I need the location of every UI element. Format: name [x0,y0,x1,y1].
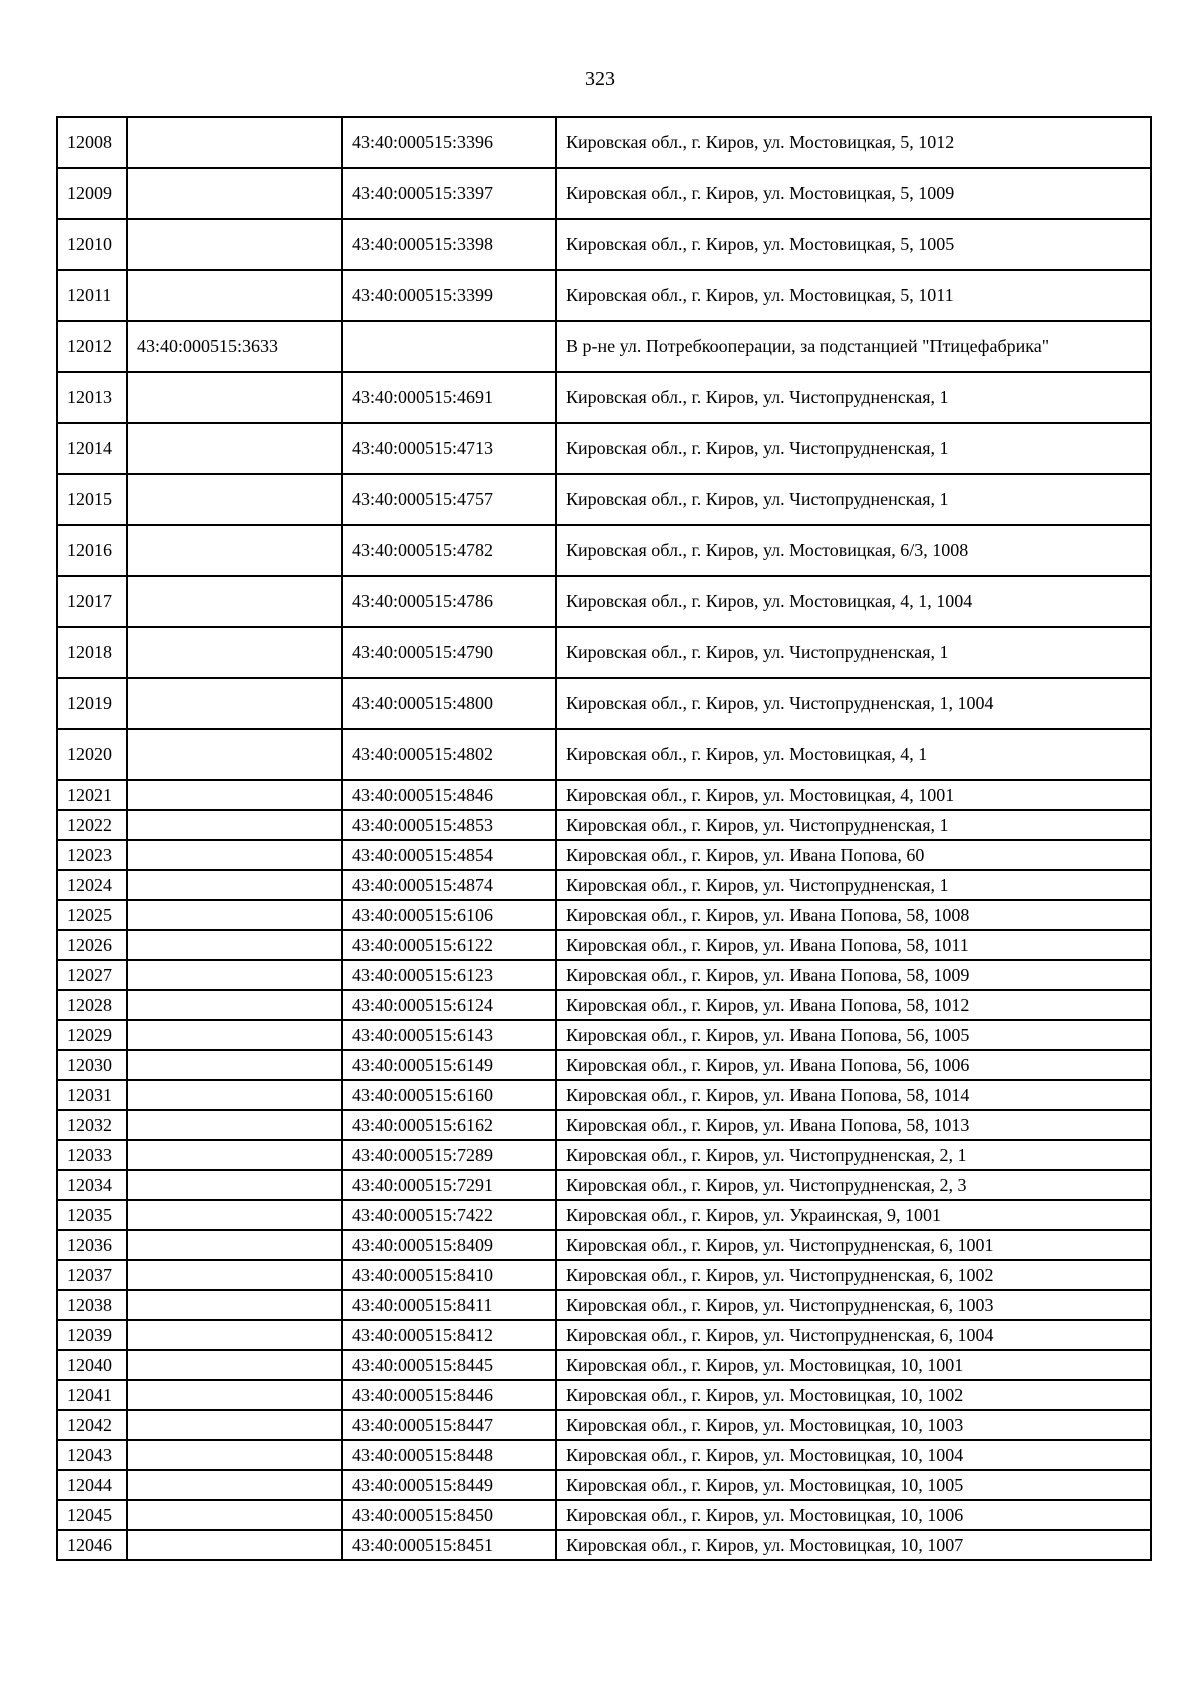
row-number-cell: 12030 [57,1050,127,1080]
table-row [57,810,1151,840]
address-cell: Кировская обл., г. Киров, ул. Чистопрудненская, 6, 1002 [556,1260,1151,1290]
address-cell: Кировская обл., г. Киров, ул. Ивана Попова, 58, 1014 [556,1080,1151,1110]
land-plot-cadastral-cell [127,117,342,168]
row-number-cell: 12016 [57,525,127,576]
row-number-cell: 12045 [57,1500,127,1530]
table-row [57,270,1151,321]
registry-table [56,116,1152,1561]
object-cadastral-cell [342,321,556,372]
object-cadastral-cell: 43:40:000515:8412 [342,1320,556,1350]
object-cadastral-cell: 43:40:000515:7289 [342,1140,556,1170]
row-number-cell: 12008 [57,117,127,168]
address-cell: Кировская обл., г. Киров, ул. Чистопрудненская, 1 [556,423,1151,474]
object-cadastral-cell: 43:40:000515:8410 [342,1260,556,1290]
row-number-cell: 12032 [57,1110,127,1140]
object-cadastral-cell: 43:40:000515:8446 [342,1380,556,1410]
row-number-cell: 12021 [57,780,127,810]
table-row [57,525,1151,576]
table-row [57,1320,1151,1350]
land-plot-cadastral-cell [127,1380,342,1410]
land-plot-cadastral-cell [127,1140,342,1170]
land-plot-cadastral-cell [127,900,342,930]
address-cell: Кировская обл., г. Киров, ул. Чистопрудненская, 1 [556,627,1151,678]
address-cell: Кировская обл., г. Киров, ул. Мостовицкая, 5, 1009 [556,168,1151,219]
table-row [57,1530,1151,1560]
address-cell: Кировская обл., г. Киров, ул. Мостовицкая, 5, 1005 [556,219,1151,270]
row-number-cell: 12012 [57,321,127,372]
address-cell: Кировская обл., г. Киров, ул. Ивана Попова, 58, 1012 [556,990,1151,1020]
object-cadastral-cell: 43:40:000515:7291 [342,1170,556,1200]
table-row [57,1410,1151,1440]
land-plot-cadastral-cell [127,576,342,627]
table-row [57,870,1151,900]
land-plot-cadastral-cell [127,960,342,990]
table-row [57,1020,1151,1050]
row-number-cell: 12026 [57,930,127,960]
address-cell: Кировская обл., г. Киров, ул. Мостовицкая, 4, 1 [556,729,1151,780]
table-row [57,1380,1151,1410]
land-plot-cadastral-cell [127,1350,342,1380]
land-plot-cadastral-cell [127,168,342,219]
object-cadastral-cell: 43:40:000515:4786 [342,576,556,627]
address-cell: Кировская обл., г. Киров, ул. Чистопрудненская, 2, 1 [556,1140,1151,1170]
land-plot-cadastral-cell [127,1290,342,1320]
address-cell: Кировская обл., г. Киров, ул. Мостовицкая, 4, 1, 1004 [556,576,1151,627]
table-row [57,840,1151,870]
row-number-cell: 12031 [57,1080,127,1110]
table-row [57,1110,1151,1140]
address-cell: Кировская обл., г. Киров, ул. Чистопрудненская, 6, 1001 [556,1230,1151,1260]
row-number-cell: 12018 [57,627,127,678]
object-cadastral-cell: 43:40:000515:4790 [342,627,556,678]
object-cadastral-cell: 43:40:000515:3397 [342,168,556,219]
object-cadastral-cell: 43:40:000515:4757 [342,474,556,525]
row-number-cell: 12042 [57,1410,127,1440]
table-row [57,1200,1151,1230]
table-row [57,1080,1151,1110]
table-row [57,1170,1151,1200]
address-cell: Кировская обл., г. Киров, ул. Ивана Попова, 56, 1006 [556,1050,1151,1080]
object-cadastral-cell: 43:40:000515:8449 [342,1470,556,1500]
table-row [57,1440,1151,1470]
table-row [57,1140,1151,1170]
address-cell: Кировская обл., г. Киров, ул. Мостовицкая, 4, 1001 [556,780,1151,810]
land-plot-cadastral-cell [127,729,342,780]
object-cadastral-cell: 43:40:000515:4802 [342,729,556,780]
row-number-cell: 12046 [57,1530,127,1560]
land-plot-cadastral-cell [127,1200,342,1230]
address-cell: Кировская обл., г. Киров, ул. Чистопрудненская, 1 [556,474,1151,525]
table-row [57,1500,1151,1530]
land-plot-cadastral-cell [127,372,342,423]
land-plot-cadastral-cell [127,423,342,474]
table-row [57,1350,1151,1380]
table-row [57,1470,1151,1500]
object-cadastral-cell: 43:40:000515:8451 [342,1530,556,1560]
object-cadastral-cell: 43:40:000515:6123 [342,960,556,990]
row-number-cell: 12034 [57,1170,127,1200]
address-cell: В р-не ул. Потребкооперации, за подстанцией "Птицефабрика" [556,321,1151,372]
address-cell: Кировская обл., г. Киров, ул. Чистопрудненская, 6, 1004 [556,1320,1151,1350]
row-number-cell: 12044 [57,1470,127,1500]
row-number-cell: 12040 [57,1350,127,1380]
land-plot-cadastral-cell [127,678,342,729]
land-plot-cadastral-cell [127,1080,342,1110]
land-plot-cadastral-cell [127,810,342,840]
table-row [57,627,1151,678]
table-row [57,678,1151,729]
row-number-cell: 12011 [57,270,127,321]
land-plot-cadastral-cell [127,840,342,870]
address-cell: Кировская обл., г. Киров, ул. Мостовицкая, 6/3, 1008 [556,525,1151,576]
land-plot-cadastral-cell [127,780,342,810]
row-number-cell: 12038 [57,1290,127,1320]
row-number-cell: 12015 [57,474,127,525]
object-cadastral-cell: 43:40:000515:4874 [342,870,556,900]
address-cell: Кировская обл., г. Киров, ул. Мостовицкая, 5, 1012 [556,117,1151,168]
row-number-cell: 12027 [57,960,127,990]
object-cadastral-cell: 43:40:000515:3398 [342,219,556,270]
address-cell: Кировская обл., г. Киров, ул. Мостовицкая, 10, 1001 [556,1350,1151,1380]
row-number-cell: 12019 [57,678,127,729]
object-cadastral-cell: 43:40:000515:6162 [342,1110,556,1140]
land-plot-cadastral-cell [127,219,342,270]
address-cell: Кировская обл., г. Киров, ул. Ивана Попова, 58, 1011 [556,930,1151,960]
table-row [57,117,1151,168]
land-plot-cadastral-cell [127,990,342,1020]
land-plot-cadastral-cell [127,627,342,678]
table-row [57,900,1151,930]
address-cell: Кировская обл., г. Киров, ул. Мостовицкая, 5, 1011 [556,270,1151,321]
address-cell: Кировская обл., г. Киров, ул. Ивана Попова, 58, 1008 [556,900,1151,930]
table-row [57,219,1151,270]
object-cadastral-cell: 43:40:000515:4853 [342,810,556,840]
row-number-cell: 12014 [57,423,127,474]
table-row [57,729,1151,780]
object-cadastral-cell: 43:40:000515:4713 [342,423,556,474]
land-plot-cadastral-cell [127,1050,342,1080]
address-cell: Кировская обл., г. Киров, ул. Ивана Попова, 56, 1005 [556,1020,1151,1050]
table-row [57,321,1151,372]
row-number-cell: 12022 [57,810,127,840]
address-cell: Кировская обл., г. Киров, ул. Мостовицкая, 10, 1002 [556,1380,1151,1410]
address-cell: Кировская обл., г. Киров, ул. Ивана Попова, 60 [556,840,1151,870]
table-row [57,1260,1151,1290]
land-plot-cadastral-cell [127,1470,342,1500]
table-row [57,168,1151,219]
land-plot-cadastral-cell [127,1530,342,1560]
table-row [57,930,1151,960]
object-cadastral-cell: 43:40:000515:3396 [342,117,556,168]
address-cell: Кировская обл., г. Киров, ул. Чистопрудненская, 6, 1003 [556,1290,1151,1320]
table-row [57,780,1151,810]
object-cadastral-cell: 43:40:000515:4782 [342,525,556,576]
row-number-cell: 12043 [57,1440,127,1470]
row-number-cell: 12033 [57,1140,127,1170]
row-number-cell: 12009 [57,168,127,219]
table-row [57,576,1151,627]
land-plot-cadastral-cell [127,1410,342,1440]
row-number-cell: 12036 [57,1230,127,1260]
land-plot-cadastral-cell [127,525,342,576]
address-cell: Кировская обл., г. Киров, ул. Мостовицкая, 10, 1003 [556,1410,1151,1440]
row-number-cell: 12039 [57,1320,127,1350]
object-cadastral-cell: 43:40:000515:8450 [342,1500,556,1530]
address-cell: Кировская обл., г. Киров, ул. Чистопрудненская, 2, 3 [556,1170,1151,1200]
table-row [57,372,1151,423]
object-cadastral-cell: 43:40:000515:4854 [342,840,556,870]
land-plot-cadastral-cell [127,1110,342,1140]
object-cadastral-cell: 43:40:000515:4846 [342,780,556,810]
object-cadastral-cell: 43:40:000515:7422 [342,1200,556,1230]
table-row [57,423,1151,474]
registry-body [57,117,1151,1560]
object-cadastral-cell: 43:40:000515:6149 [342,1050,556,1080]
table-row [57,474,1151,525]
table-row [57,1230,1151,1260]
land-plot-cadastral-cell [127,870,342,900]
row-number-cell: 12013 [57,372,127,423]
land-plot-cadastral-cell [127,1170,342,1200]
object-cadastral-cell: 43:40:000515:6122 [342,930,556,960]
table-row [57,990,1151,1020]
object-cadastral-cell: 43:40:000515:8411 [342,1290,556,1320]
land-plot-cadastral-cell [127,1440,342,1470]
table-row [57,1290,1151,1320]
object-cadastral-cell: 43:40:000515:6143 [342,1020,556,1050]
row-number-cell: 12024 [57,870,127,900]
land-plot-cadastral-cell [127,1320,342,1350]
row-number-cell: 12023 [57,840,127,870]
address-cell: Кировская обл., г. Киров, ул. Мостовицкая, 10, 1007 [556,1530,1151,1560]
row-number-cell: 12037 [57,1260,127,1290]
address-cell: Кировская обл., г. Киров, ул. Украинская, 9, 1001 [556,1200,1151,1230]
object-cadastral-cell: 43:40:000515:8409 [342,1230,556,1260]
address-cell: Кировская обл., г. Киров, ул. Чистопрудненская, 1 [556,870,1151,900]
land-plot-cadastral-cell [127,930,342,960]
page-number: 323 [585,68,615,90]
land-plot-cadastral-cell [127,474,342,525]
row-number-cell: 12035 [57,1200,127,1230]
address-cell: Кировская обл., г. Киров, ул. Чистопрудненская, 1, 1004 [556,678,1151,729]
object-cadastral-cell: 43:40:000515:6106 [342,900,556,930]
row-number-cell: 12029 [57,1020,127,1050]
object-cadastral-cell: 43:40:000515:8447 [342,1410,556,1440]
land-plot-cadastral-cell [127,1020,342,1050]
row-number-cell: 12041 [57,1380,127,1410]
land-plot-cadastral-cell [127,1500,342,1530]
address-cell: Кировская обл., г. Киров, ул. Чистопрудненская, 1 [556,810,1151,840]
row-number-cell: 12025 [57,900,127,930]
row-number-cell: 12010 [57,219,127,270]
land-plot-cadastral-cell [127,1260,342,1290]
address-cell: Кировская обл., г. Киров, ул. Ивана Попова, 58, 1009 [556,960,1151,990]
table-row [57,960,1151,990]
object-cadastral-cell: 43:40:000515:8448 [342,1440,556,1470]
land-plot-cadastral-cell: 43:40:000515:3633 [127,321,342,372]
row-number-cell: 12028 [57,990,127,1020]
address-cell: Кировская обл., г. Киров, ул. Мостовицкая, 10, 1006 [556,1500,1151,1530]
row-number-cell: 12020 [57,729,127,780]
address-cell: Кировская обл., г. Киров, ул. Чистопрудненская, 1 [556,372,1151,423]
object-cadastral-cell: 43:40:000515:3399 [342,270,556,321]
table-row [57,1050,1151,1080]
object-cadastral-cell: 43:40:000515:4800 [342,678,556,729]
land-plot-cadastral-cell [127,1230,342,1260]
address-cell: Кировская обл., г. Киров, ул. Мостовицкая, 10, 1004 [556,1440,1151,1470]
object-cadastral-cell: 43:40:000515:8445 [342,1350,556,1380]
object-cadastral-cell: 43:40:000515:4691 [342,372,556,423]
row-number-cell: 12017 [57,576,127,627]
object-cadastral-cell: 43:40:000515:6160 [342,1080,556,1110]
address-cell: Кировская обл., г. Киров, ул. Ивана Попова, 58, 1013 [556,1110,1151,1140]
land-plot-cadastral-cell [127,270,342,321]
object-cadastral-cell: 43:40:000515:6124 [342,990,556,1020]
address-cell: Кировская обл., г. Киров, ул. Мостовицкая, 10, 1005 [556,1470,1151,1500]
